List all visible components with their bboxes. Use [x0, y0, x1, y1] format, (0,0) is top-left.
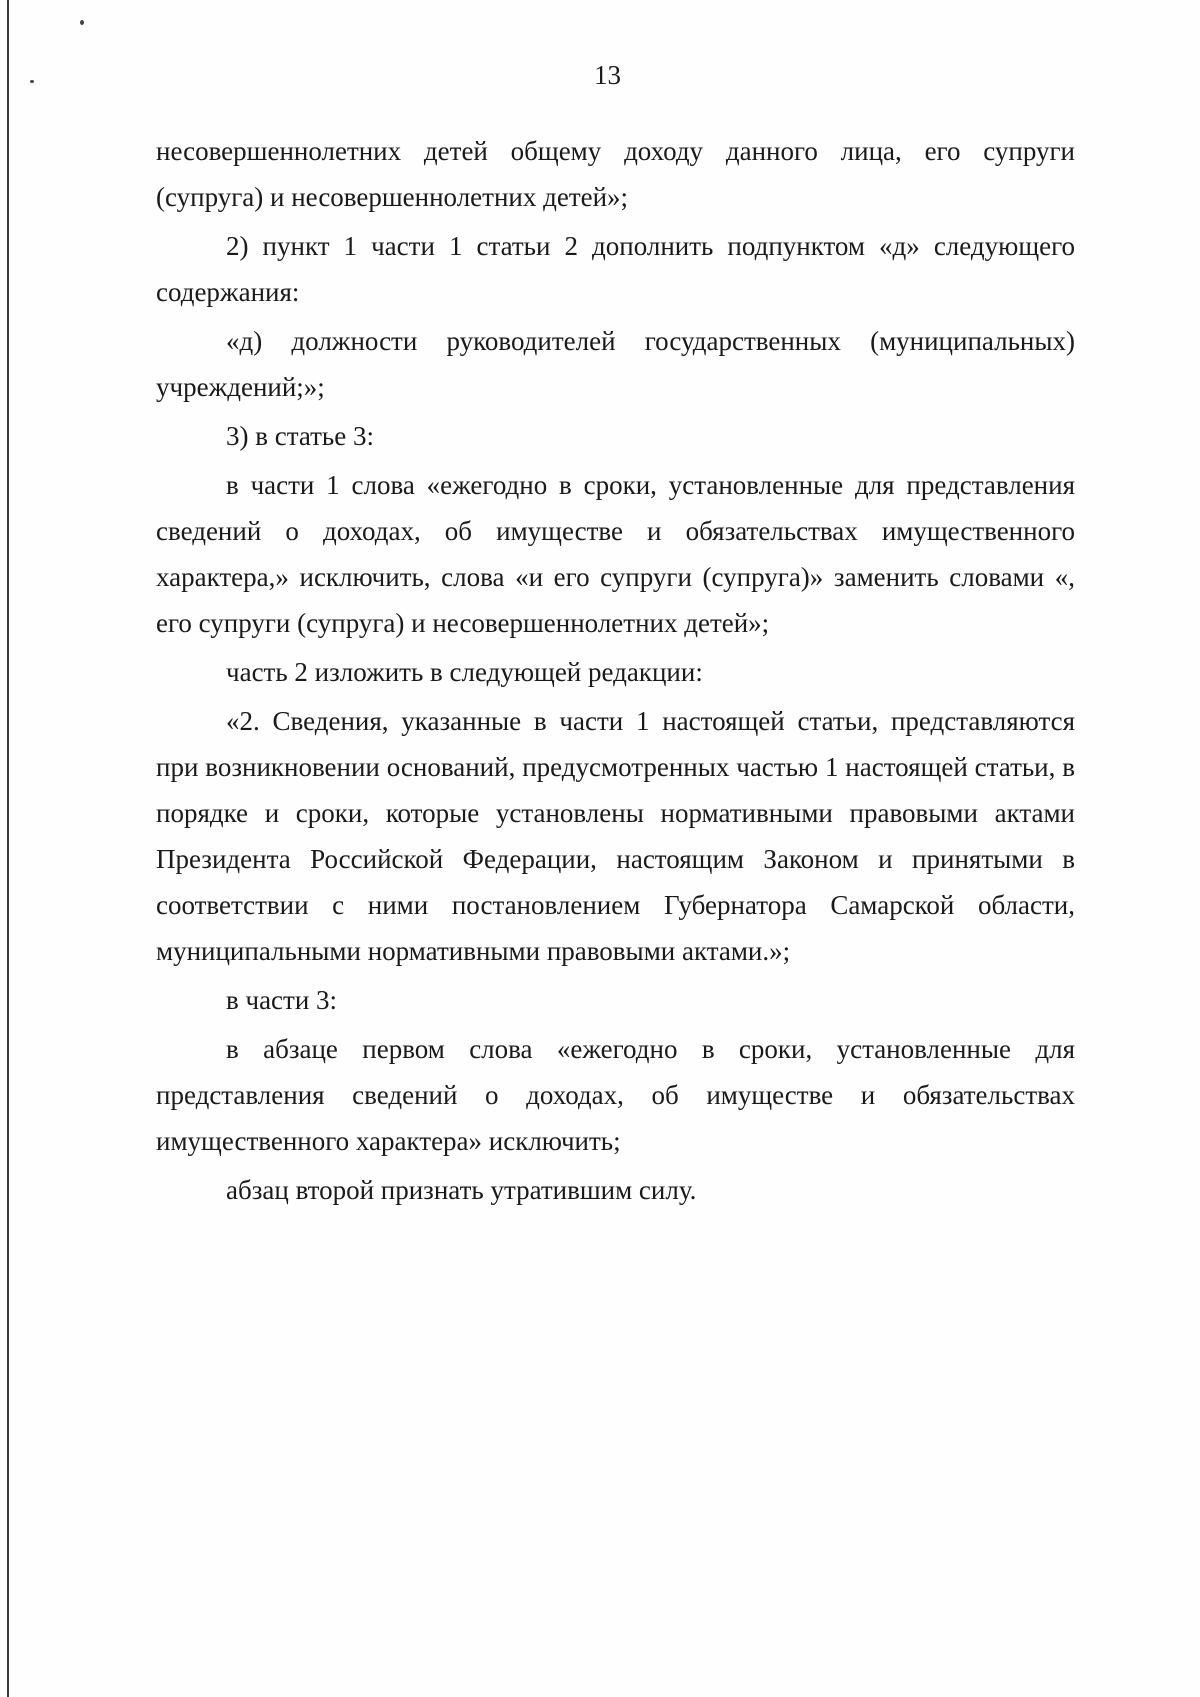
- paragraph-subitem-d: «д) должности руководителей государственных (муниципальных) учреждений;»;: [156, 326, 1075, 402]
- paragraph-part-3-intro: в части 3:: [226, 985, 338, 1015]
- paragraph-item-3: 3) в статье 3:: [226, 421, 374, 451]
- document-body: [156, 128, 1075, 1216]
- scan-speck: [80, 20, 84, 25]
- scan-left-edge: [7, 0, 9, 1697]
- paragraph-item-2: 2) пункт 1 части 1 статьи 2 дополнить подпунктом «д» следующего содержания:: [156, 231, 1075, 307]
- paragraph-part-1-amendment: в части 1 слова «ежегодно в сроки, установленные для представления сведений о доходах, об имуществе и обязательствах имущественного характера,» исключить, слова «и его супруги (супруга)» заменить словами «, его супруги (супруга) и несовершеннолетних детей»;: [156, 470, 1075, 638]
- page-number: 13: [594, 60, 621, 90]
- paragraph-part-3-second: абзац второй признать утратившим силу.: [226, 1175, 697, 1205]
- paragraph-continuation: несовершеннолетних детей общему доходу данного лица, его супруги (супруга) и несовершеннолетних детей»;: [156, 136, 1075, 212]
- paragraph-part-2-intro: часть 2 изложить в следующей редакции:: [226, 657, 703, 687]
- paragraph-part-2-text: «2. Сведения, указанные в части 1 настоящей статьи, представляются при возникновении оснований, предусмотренных частью 1 настоящей статьи, в порядке и сроки, которые установлены нормативными правовыми актами Президента Российской Федерации, настоящим Законом и принятыми в соответствии с ними постановлением Губернатора Самарской области, муниципальными нормативными правовыми актами.»;: [156, 706, 1075, 966]
- paragraph-part-3-first: в абзаце первом слова «ежегодно в сроки, установленные для представления сведений о доходах, об имуществе и обязательствах имущественного характера» исключить;: [156, 1034, 1075, 1156]
